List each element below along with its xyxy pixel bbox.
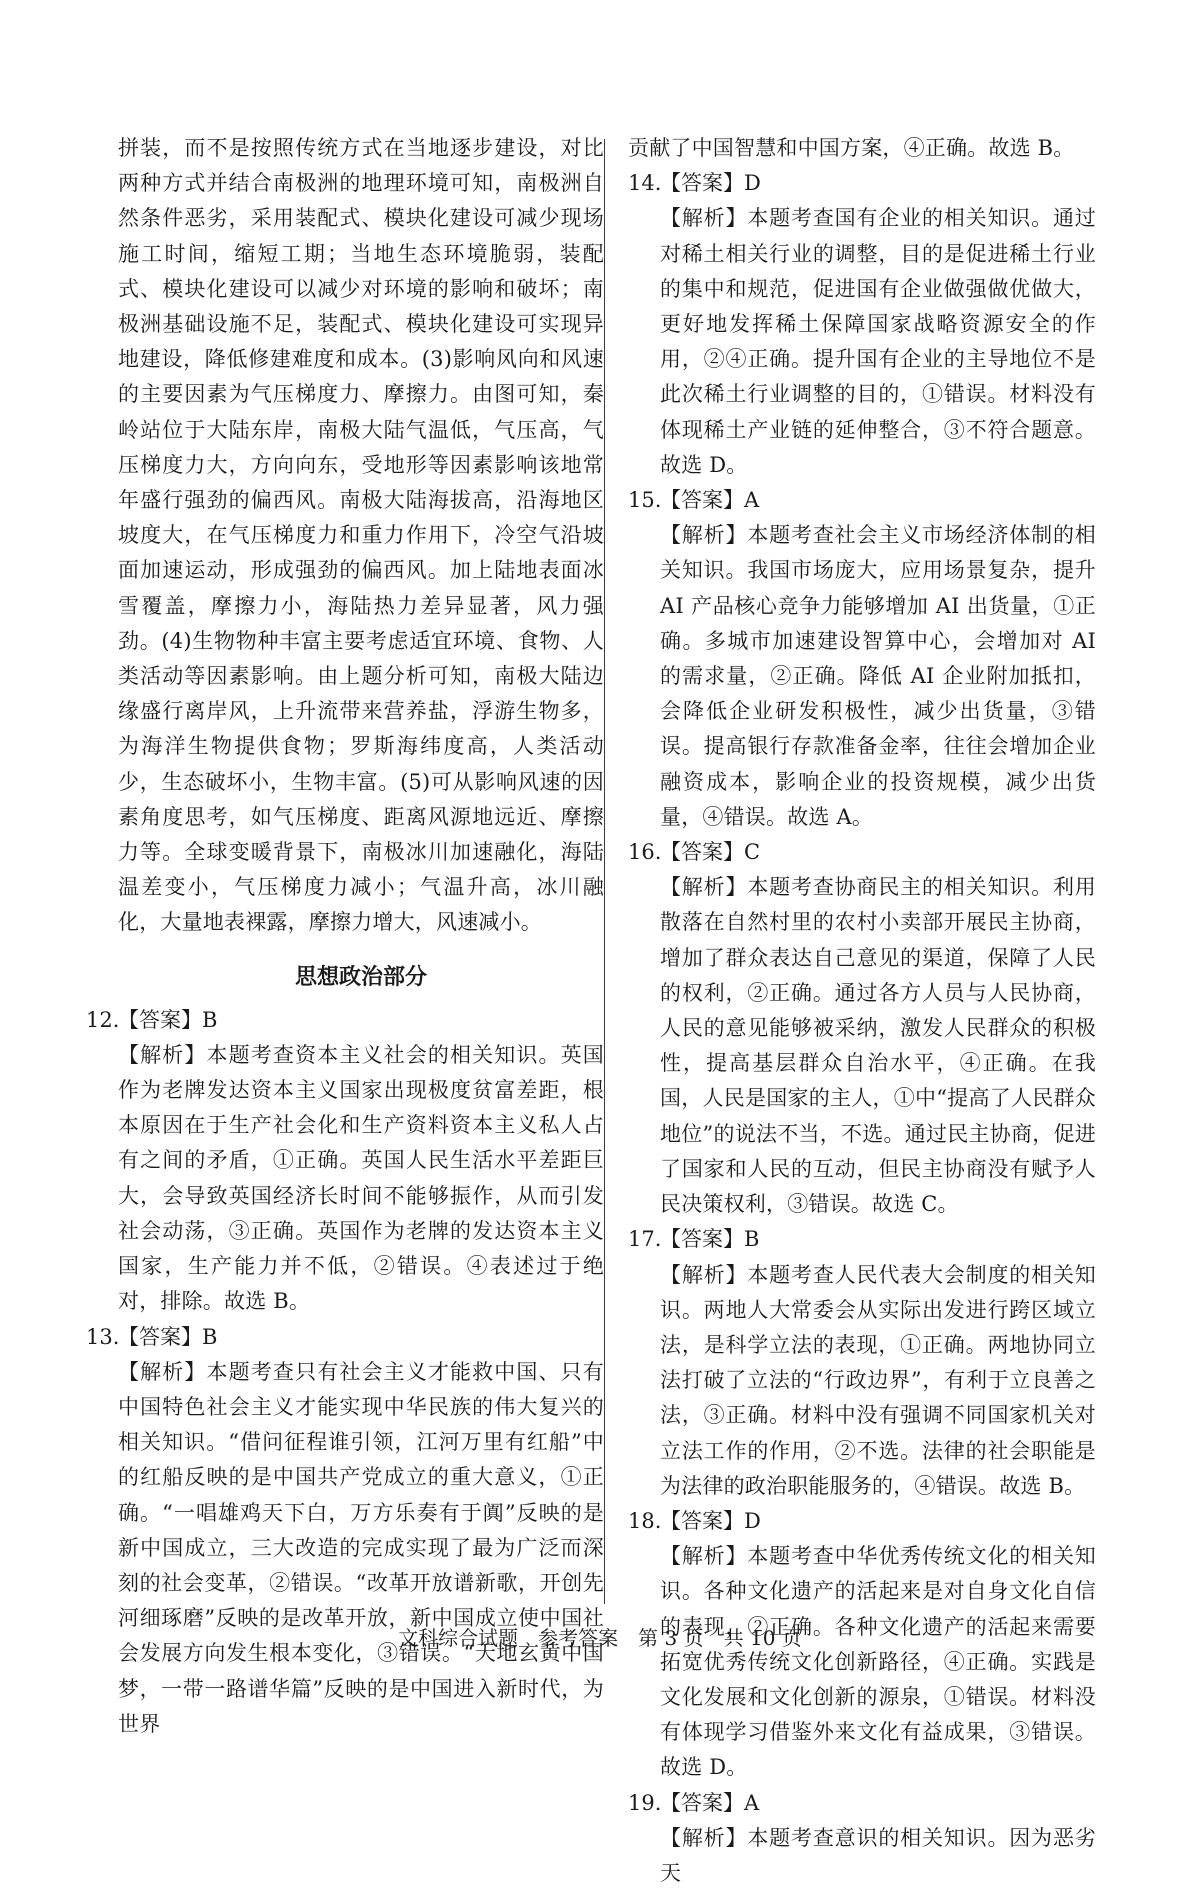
question-13-answer-line: [86, 1320, 604, 1355]
question-15: [628, 483, 1103, 835]
answer-choice: A: [744, 488, 760, 513]
question-16-analysis: 【解析】本题考查协商民主的相关知识。利用散落在自然村里的农村小卖部开展民主协商，增加了群众表达自己意见的渠道，保障了人民的权利，②正确。通过各方人员与人民协商，人民的意见能够被采纳，激发人民群众的积极性，提高基层群众自治水平，④正确。在我国，人民是国家的主人，①中“提高了人民群众地位”的说法不当，不选。通过民主协商，促进了国家和人民的互动，但民主协商没有赋予人民决策权利，③错误。故选 C。: [660, 875, 1096, 1217]
answer-label: 【答案】: [660, 1227, 744, 1252]
page-footer: 文科综合试题 参考答案 第 3 页 共 10 页: [398, 1626, 802, 1650]
question-15-answer-line: [628, 483, 1096, 518]
question-17-analysis: 【解析】本题考查人民代表大会制度的相关知识。两地人大常委会从实际出发进行跨区域立法，是科学立法的表现，①正确。两地协同立法打破了立法的“行政边界”，有利于立良善之法，③正确。材料中没有强调不同国家机关对立法工作的作用，②不选。法律的社会职能是为法律的政治职能服务的，④错误。故选 B。: [660, 1262, 1096, 1498]
answer-choice: B: [744, 1227, 760, 1252]
answer-choice: A: [744, 1790, 760, 1815]
question-number: 17.: [628, 1227, 662, 1252]
question-17-answer-line: [628, 1222, 1096, 1257]
question-17: [628, 1222, 1096, 1504]
left-column: [86, 131, 604, 1742]
answer-label: 【答案】: [660, 171, 744, 196]
question-15-analysis: 【解析】本题考查社会主义市场经济体制的相关知识。我国市场庞大，应用场景复杂，提升 AI 产品核心竞争力能够增加 AI 出货量，①正确。多城市加速建设智算中心，会增加对 AI 的需求量，②正确。降低 AI 企业附加抵扣，会降低企业研发积极性，减少出货量，③错误。提高银行存款准备金率，往往会增加企业融资成本，影响企业的投资规模，减少出货量，④错误。故选 A。: [660, 523, 1103, 829]
answer-label: 【答案】: [118, 1007, 202, 1032]
question-13-analysis: 【解析】本题考查只有社会主义才能救中国、只有中国特色社会主义才能实现中华民族的伟大复兴的相关知识。“借问征程谁引领，江河万里有红船”中的红船反映的是中国共产党成立的重大意义，①正确。“一唱雄鸡天下白，万方乐奏有于阗”反映的是新中国成立，三大改造的完成实现了最为广泛而深刻的社会变革，②错误。“改革开放谱新歌，开创先河细琢磨”反映的是改革开放，新中国成立使中国社会发展方向发生根本变化，③错误。“天地玄黄中国梦，一带一路谱华篇”反映的是中国进入新时代，为世界: [118, 1359, 604, 1736]
question-number: 18.: [628, 1508, 662, 1533]
column-divider: [604, 139, 605, 1604]
answer-label: 【答案】: [118, 1324, 202, 1349]
answer-choice: C: [744, 840, 761, 865]
question-number: 12.: [86, 1007, 120, 1032]
answer-choice: D: [744, 171, 761, 196]
answer-choice: B: [202, 1007, 218, 1032]
answer-choice: B: [202, 1324, 218, 1349]
question-19: [628, 1786, 1096, 1891]
question-number: 16.: [628, 840, 662, 865]
question-14-answer-line: [628, 166, 1096, 201]
answer-label: 【答案】: [660, 1790, 744, 1815]
question-number: 15.: [628, 488, 662, 513]
answer-choice: D: [744, 1508, 761, 1533]
question-12-answer-line: [86, 1003, 604, 1038]
question-18-answer-line: [628, 1504, 1096, 1539]
answer-label: 【答案】: [660, 1508, 744, 1533]
question-number: 14.: [628, 171, 662, 196]
section-title-politics: 思想政治部分: [294, 964, 427, 990]
answer-label: 【答案】: [660, 488, 744, 513]
question-16: [628, 835, 1096, 1222]
geography-answer-continued: 拼装，而不是按照传统方式在当地逐步建设，对比两种方式并结合南极洲的地理环境可知，南极洲自然条件恶劣，采用装配式、模块化建设可减少现场施工时间，缩短工期；当地生态环境脆弱，装配式、模块化建设可以减少对环境的影响和破坏；南极洲基础设施不足，装配式、模块化建设可实现异地建设，降低修建难度和成本。(3)影响风向和风速的主要因素为气压梯度力、摩擦力。由图可知，秦岭站位于大陆东岸，南极大陆气温低，气压高，气压梯度力大，方向向东，受地形等因素影响该地常年盛行强劲的偏西风。南极大陆海拔高，沿海地区坡度大，在气压梯度力和重力作用下，冷空气沿坡面加速运动，形成强劲的偏西风。加上陆地表面冰雪覆盖，摩擦力小，海陆热力差异显著，风力强劲。(4)生物物种丰富主要考虑适宜环境、食物、人类活动等因素影响。由上题分析可知，南极大陆边缘盛行离岸风，上升流带来营养盐，浮游生物多，为海洋生物提供食物；罗斯海纬度高，人类活动少，生态破坏小，生物丰富。(5)可从影响风速的因素角度思考，如气压梯度、距离风源地远近、摩擦力等。全球变暖背景下，南极冰川加速融化，海陆温差变小，气压梯度力减小；气温升高，冰川融化，大量地表裸露，摩擦力增大，风速减小。: [118, 136, 604, 935]
question-12-analysis: 【解析】本题考查资本主义社会的相关知识。英国作为老牌发达资本主义国家出现极度贫富差距，根本原因在于生产社会化和生产资料资本主义私人占有之间的矛盾，①正确。英国人民生活水平差距巨大，会导致英国经济长时间不能够振作，从而引发社会动荡，③正确。英国作为老牌的发达资本主义国家，生产能力并不低，②错误。④表述过于绝对，排除。故选 B。: [118, 1042, 604, 1314]
question-13-analysis-continued: 贡献了中国智慧和中国方案，④正确。故选 B。: [628, 136, 1075, 160]
question-number: 13.: [86, 1324, 120, 1349]
question-19-answer-line: [628, 1786, 1096, 1821]
question-number: 19.: [628, 1790, 662, 1815]
question-13: [86, 1320, 604, 1742]
question-19-analysis: 【解析】本题考查意识的相关知识。因为恶劣天: [660, 1825, 1096, 1885]
question-18-analysis: 【解析】本题考查中华优秀传统文化的相关知识。各种文化遗产的活起来是对自身文化自信的表现，②正确。各种文化遗产的活起来需要拓宽优秀传统文化创新路径，④正确。实践是文化发展和文化创新的源泉，①错误。材料没有体现学习借鉴外来文化有益成果，③错误。故选 D。: [660, 1544, 1096, 1780]
question-14-analysis: 【解析】本题考查国有企业的相关知识。通过对稀土相关行业的调整，目的是促进稀土行业的集中和规范，促进国有企业做强做优做大，更好地发挥稀土保障国家战略资源安全的作用，②④正确。提升国有企业的主导地位不是此次稀土行业调整的目的，①错误。材料没有体现稀土产业链的延伸整合，③不符合题意。故选 D。: [660, 206, 1096, 477]
question-12: [86, 1003, 604, 1320]
question-14: [628, 166, 1096, 483]
question-16-answer-line: [628, 835, 1096, 870]
answer-label: 【答案】: [660, 840, 744, 865]
